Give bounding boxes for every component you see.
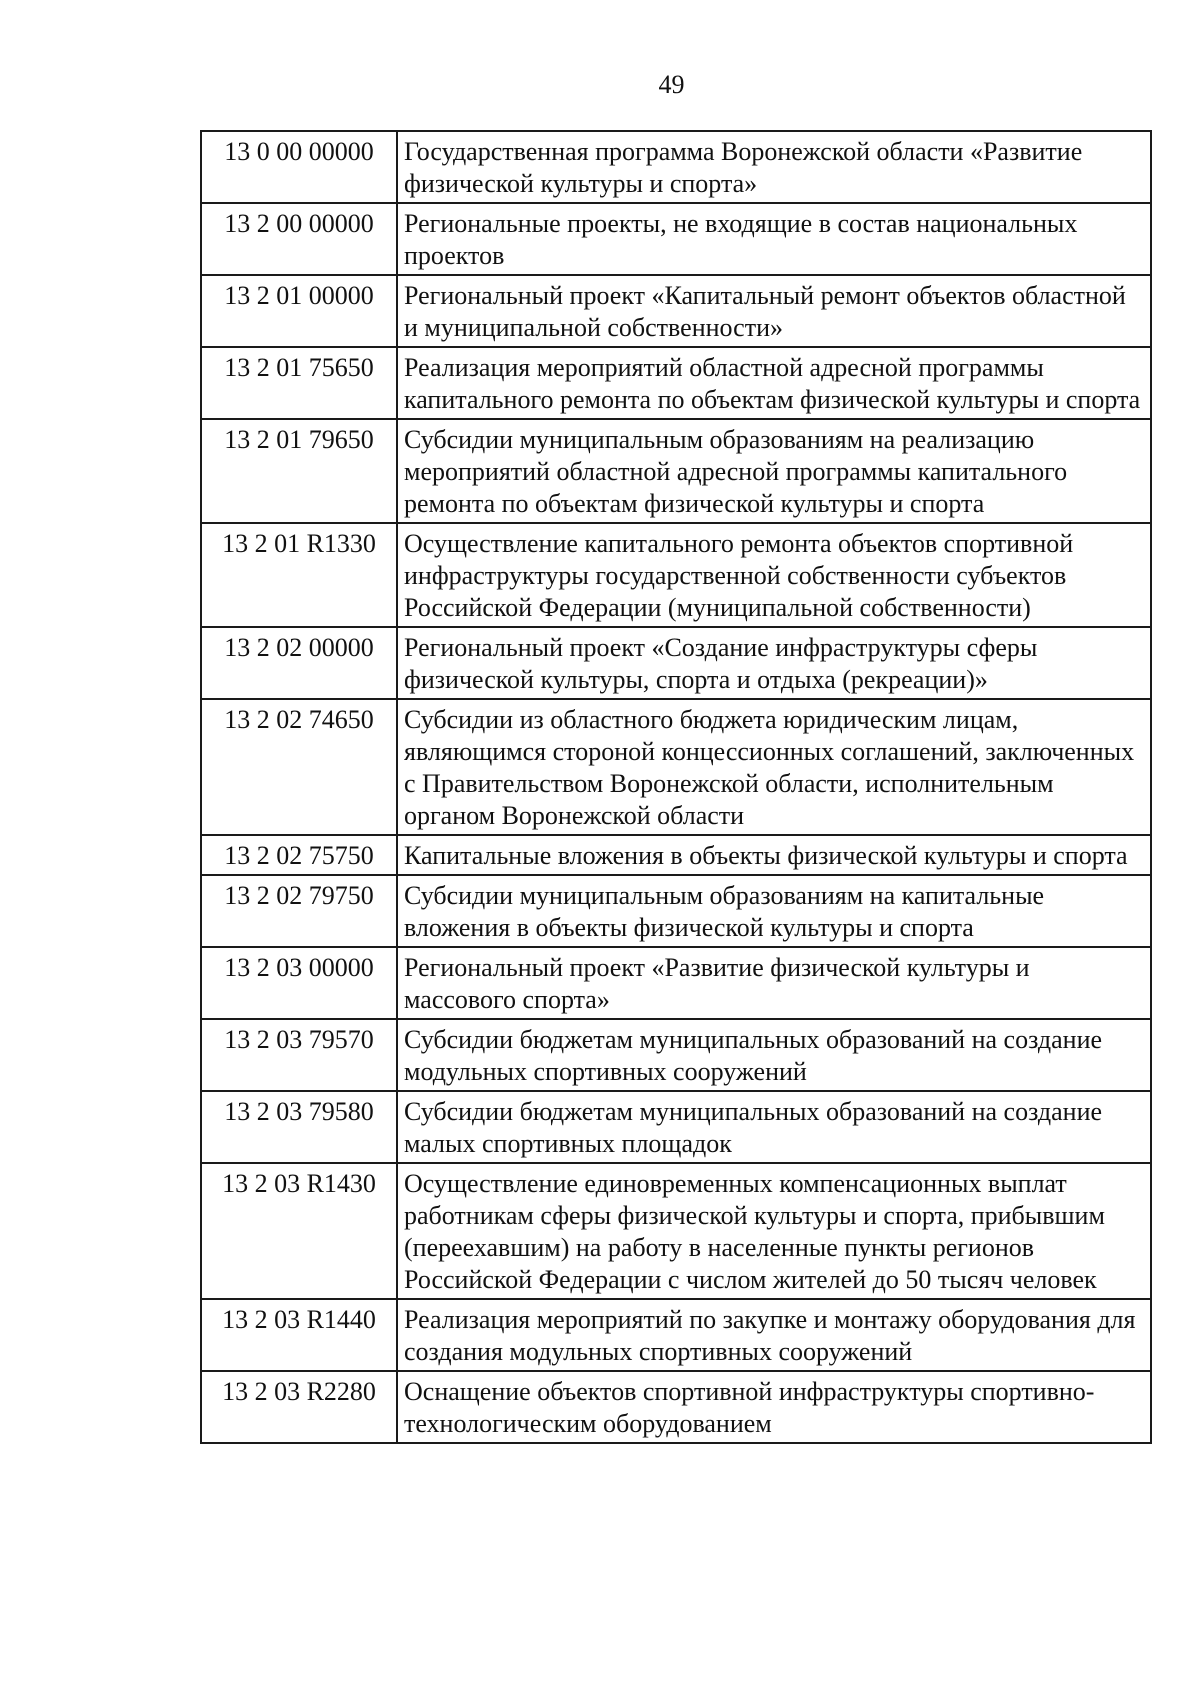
- description-cell: Реализация мероприятий по закупке и монтажу оборудования для создания модульных спортивных сооружений: [397, 1299, 1151, 1371]
- code-cell: 13 2 01 75650: [201, 347, 397, 419]
- code-cell: 13 2 02 75750: [201, 835, 397, 875]
- description-cell: Государственная программа Воронежской области «Развитие физической культуры и спорта»: [397, 131, 1151, 203]
- page-number: 49: [658, 70, 685, 99]
- description-cell: Региональный проект «Создание инфраструктуры сферы физической культуры, спорта и отдыха (рекреации)»: [397, 627, 1151, 699]
- table-row: [201, 1371, 1151, 1443]
- table-row: [201, 627, 1151, 699]
- code-cell: 13 2 01 R1330: [201, 523, 397, 627]
- code-cell: 13 2 03 79570: [201, 1019, 397, 1091]
- table-row: [201, 419, 1151, 523]
- code-cell: 13 2 03 00000: [201, 947, 397, 1019]
- description-cell: Субсидии муниципальным образованиям на реализацию мероприятий областной адресной программы капитального ремонта по объектам физической культуры и спорта: [397, 419, 1151, 523]
- description-cell: Реализация мероприятий областной адресной программы капитального ремонта по объектам физической культуры и спорта: [397, 347, 1151, 419]
- code-cell: 13 2 03 R2280: [201, 1371, 397, 1443]
- description-cell: Региональный проект «Капитальный ремонт объектов областной и муниципальной собственности»: [397, 275, 1151, 347]
- table-row: [201, 203, 1151, 275]
- table-row: [201, 1163, 1151, 1299]
- description-cell: Региональные проекты, не входящие в состав национальных проектов: [397, 203, 1151, 275]
- code-cell: 13 2 03 79580: [201, 1091, 397, 1163]
- code-cell: 13 2 02 74650: [201, 699, 397, 835]
- code-cell: 13 2 01 79650: [201, 419, 397, 523]
- code-cell: 13 0 00 00000: [201, 131, 397, 203]
- code-cell: 13 2 02 79750: [201, 875, 397, 947]
- code-cell: 13 2 00 00000: [201, 203, 397, 275]
- table-row: [201, 699, 1151, 835]
- description-cell: Субсидии бюджетам муниципальных образований на создание модульных спортивных сооружений: [397, 1019, 1151, 1091]
- code-cell: 13 2 01 00000: [201, 275, 397, 347]
- description-cell: Оснащение объектов спортивной инфраструктуры спортивно-технологическим оборудованием: [397, 1371, 1151, 1443]
- description-cell: Региональный проект «Развитие физической культуры и массового спорта»: [397, 947, 1151, 1019]
- code-cell: 13 2 03 R1440: [201, 1299, 397, 1371]
- description-cell: Осуществление капитального ремонта объектов спортивной инфраструктуры государственной собственности субъектов Российской Федерации (муниципальной собственности): [397, 523, 1151, 627]
- table-row: [201, 523, 1151, 627]
- table-row: [201, 347, 1151, 419]
- description-cell: Субсидии из областного бюджета юридическим лицам, являющимся стороной концессионных соглашений, заключенных с Правительством Воронежской области, исполнительным органом Воронежской области: [397, 699, 1151, 835]
- description-cell: Субсидии бюджетам муниципальных образований на создание малых спортивных площадок: [397, 1091, 1151, 1163]
- table-row: [201, 1299, 1151, 1371]
- table-row: [201, 275, 1151, 347]
- description-cell: Субсидии муниципальным образованиям на капитальные вложения в объекты физической культуры и спорта: [397, 875, 1151, 947]
- code-cell: 13 2 02 00000: [201, 627, 397, 699]
- table-row: [201, 1019, 1151, 1091]
- table-row: [201, 947, 1151, 1019]
- description-cell: Капитальные вложения в объекты физической культуры и спорта: [397, 835, 1151, 875]
- table-row: [201, 835, 1151, 875]
- table-row: [201, 875, 1151, 947]
- table-row: [201, 131, 1151, 203]
- code-cell: 13 2 03 R1430: [201, 1163, 397, 1299]
- table-row: [201, 1091, 1151, 1163]
- description-cell: Осуществление единовременных компенсационных выплат работникам сферы физической культуры и спорта, прибывшим (переехавшим) на работу в населенные пункты регионов Российской Федерации с числом жителей до 50 тысяч человек: [397, 1163, 1151, 1299]
- budget-codes-table: [200, 130, 1152, 1444]
